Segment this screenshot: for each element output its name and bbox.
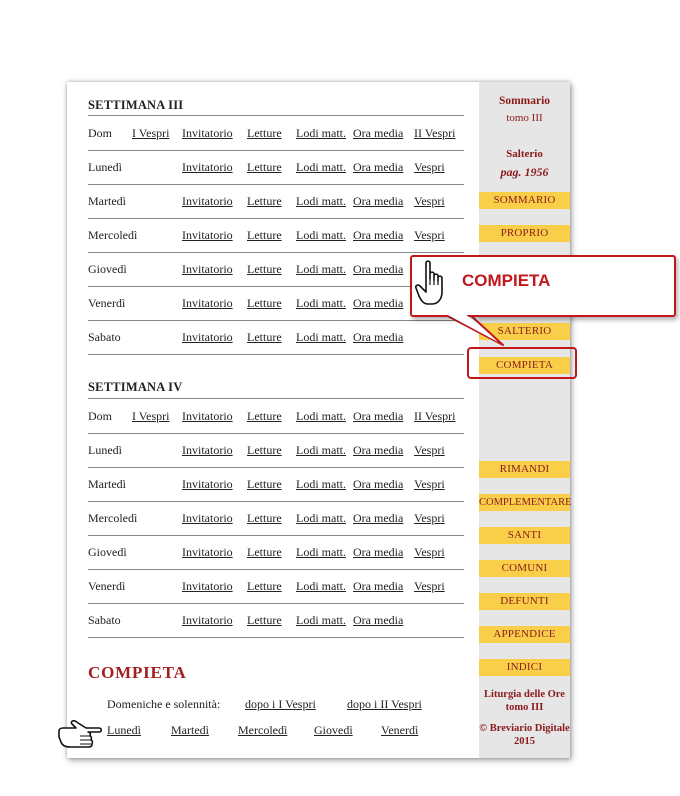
v2-link[interactable]: Vespri <box>414 579 445 593</box>
ora-link[interactable]: Ora media <box>353 579 404 593</box>
festive-label: Domeniche e solennità: <box>107 697 221 711</box>
day-label: Venerdì <box>88 579 126 593</box>
inv-link[interactable]: Invitatorio <box>182 194 233 208</box>
day-label: Giovedì <box>88 545 127 559</box>
day-label: Mercoledì <box>88 511 138 525</box>
footer-title: Liturgia delle Ore <box>484 689 565 700</box>
compieta-thursday-link[interactable]: Giovedì <box>314 723 353 737</box>
v2-link[interactable]: Vespri <box>414 545 445 559</box>
compieta-after-first-vespers-link[interactable]: dopo i I Vespri <box>245 697 316 711</box>
day-label: Martedì <box>88 477 126 491</box>
lod-link[interactable]: Lodi matt. <box>296 443 346 457</box>
compieta-after-second-vespers-link[interactable]: dopo i II Vespri <box>347 697 422 711</box>
ora-link[interactable]: Ora media <box>353 330 404 344</box>
ora-link[interactable]: Ora media <box>353 443 404 457</box>
rimandi-button[interactable]: RIMANDI <box>479 461 570 478</box>
lod-link[interactable]: Lodi matt. <box>296 296 346 310</box>
volume-label: tomo III <box>506 112 543 124</box>
v2-link[interactable]: Vespri <box>414 443 445 457</box>
inv-link[interactable]: Invitatorio <box>182 409 233 423</box>
lod-link[interactable]: Lodi matt. <box>296 409 346 423</box>
let-link[interactable]: Letture <box>247 545 282 559</box>
v2-link[interactable]: Vespri <box>414 511 445 525</box>
ora-link[interactable]: Ora media <box>353 160 404 174</box>
copyright-year: 2015 <box>514 736 535 747</box>
let-link[interactable]: Letture <box>247 160 282 174</box>
let-link[interactable]: Letture <box>247 194 282 208</box>
ora-link[interactable]: Ora media <box>353 296 404 310</box>
compieta-button[interactable]: COMPIETA <box>479 357 570 374</box>
day-label: Dom <box>88 126 112 140</box>
let-link[interactable]: Letture <box>247 126 282 140</box>
hand-pointer-icon <box>414 259 454 307</box>
day-label: Dom <box>88 409 112 423</box>
comuni-button[interactable]: COMUNI <box>479 560 570 577</box>
salterio-page: pag. 1956 <box>500 165 549 179</box>
ora-link[interactable]: Ora media <box>353 126 404 140</box>
inv-link[interactable]: Invitatorio <box>182 511 233 525</box>
v2-link[interactable]: II Vespri <box>414 126 456 140</box>
let-link[interactable]: Letture <box>247 613 282 627</box>
let-link[interactable]: Letture <box>247 579 282 593</box>
lod-link[interactable]: Lodi matt. <box>296 126 346 140</box>
lod-link[interactable]: Lodi matt. <box>296 511 346 525</box>
callout-label: COMPIETA <box>462 271 551 290</box>
inv-link[interactable]: Invitatorio <box>182 477 233 491</box>
lod-link[interactable]: Lodi matt. <box>296 194 346 208</box>
lod-link[interactable]: Lodi matt. <box>296 545 346 559</box>
v2-link[interactable]: Vespri <box>414 160 445 174</box>
v2-link[interactable]: Vespri <box>414 194 445 208</box>
inv-link[interactable]: Invitatorio <box>182 126 233 140</box>
salterio-heading: Salterio <box>506 148 543 160</box>
v2-link[interactable]: II Vespri <box>414 409 456 423</box>
v2-link[interactable]: Vespri <box>414 477 445 491</box>
lod-link[interactable]: Lodi matt. <box>296 477 346 491</box>
let-link[interactable]: Letture <box>247 228 282 242</box>
inv-link[interactable]: Invitatorio <box>182 228 233 242</box>
v1-link[interactable]: I Vespri <box>132 126 170 140</box>
inv-link[interactable]: Invitatorio <box>182 262 233 276</box>
let-link[interactable]: Letture <box>247 296 282 310</box>
compieta-title: COMPIETA <box>88 663 187 682</box>
compieta-monday-link[interactable]: Lunedì <box>107 723 141 737</box>
complementare-button[interactable]: COMPLEMENTARE <box>479 494 570 511</box>
day-label: Lunedì <box>88 443 122 457</box>
week-3-title: SETTIMANA III <box>88 98 184 112</box>
day-label: Venerdì <box>88 296 126 310</box>
ora-link[interactable]: Ora media <box>353 545 404 559</box>
sommario-button[interactable]: SOMMARIO <box>479 192 570 209</box>
let-link[interactable]: Letture <box>247 409 282 423</box>
let-link[interactable]: Letture <box>247 443 282 457</box>
lod-link[interactable]: Lodi matt. <box>296 330 346 344</box>
ora-link[interactable]: Ora media <box>353 262 404 276</box>
lod-link[interactable]: Lodi matt. <box>296 160 346 174</box>
compieta-friday-link[interactable]: Venerdì <box>381 723 419 737</box>
let-link[interactable]: Letture <box>247 511 282 525</box>
lod-link[interactable]: Lodi matt. <box>296 262 346 276</box>
let-link[interactable]: Letture <box>247 477 282 491</box>
week-4-title: SETTIMANA IV <box>88 380 183 394</box>
day-label: Mercoledì <box>88 228 138 242</box>
indici-button[interactable]: INDICI <box>479 659 570 676</box>
inv-link[interactable]: Invitatorio <box>182 579 233 593</box>
day-label: Sabato <box>88 330 121 344</box>
inv-link[interactable]: Invitatorio <box>182 296 233 310</box>
inv-link[interactable]: Invitatorio <box>182 160 233 174</box>
lod-link[interactable]: Lodi matt. <box>296 579 346 593</box>
ora-link[interactable]: Ora media <box>353 409 404 423</box>
compieta-wednesday-link[interactable]: Mercoledì <box>238 723 288 737</box>
inv-link[interactable]: Invitatorio <box>182 330 233 344</box>
inv-link[interactable]: Invitatorio <box>182 613 233 627</box>
day-label: Martedì <box>88 194 126 208</box>
defunti-button[interactable]: DEFUNTI <box>479 593 570 610</box>
day-label: Lunedì <box>88 160 122 174</box>
ora-link[interactable]: Ora media <box>353 194 404 208</box>
v1-link[interactable]: I Vespri <box>132 409 170 423</box>
let-link[interactable]: Letture <box>247 330 282 344</box>
ora-link[interactable]: Ora media <box>353 511 404 525</box>
day-label: Sabato <box>88 613 121 627</box>
appendice-button[interactable]: APPENDICE <box>479 626 570 643</box>
footer-volume: tomo III <box>505 702 544 713</box>
day-label: Giovedì <box>88 262 127 276</box>
compieta-tuesday-link[interactable]: Martedì <box>171 723 209 737</box>
let-link[interactable]: Letture <box>247 262 282 276</box>
proprio-button[interactable]: PROPRIO <box>479 225 570 242</box>
inv-link[interactable]: Invitatorio <box>182 545 233 559</box>
inv-link[interactable]: Invitatorio <box>182 443 233 457</box>
copyright: © Breviario Digitale <box>479 723 570 734</box>
ora-link[interactable]: Ora media <box>353 228 404 242</box>
santi-button[interactable]: SANTI <box>479 527 570 544</box>
lod-link[interactable]: Lodi matt. <box>296 613 346 627</box>
v2-link[interactable]: Vespri <box>414 228 445 242</box>
salterio-button[interactable]: SALTERIO <box>479 323 570 340</box>
ora-link[interactable]: Ora media <box>353 613 404 627</box>
sommario-heading: Sommario <box>498 95 551 107</box>
ora-link[interactable]: Ora media <box>353 477 404 491</box>
lod-link[interactable]: Lodi matt. <box>296 228 346 242</box>
pointing-hand-icon <box>56 719 104 755</box>
